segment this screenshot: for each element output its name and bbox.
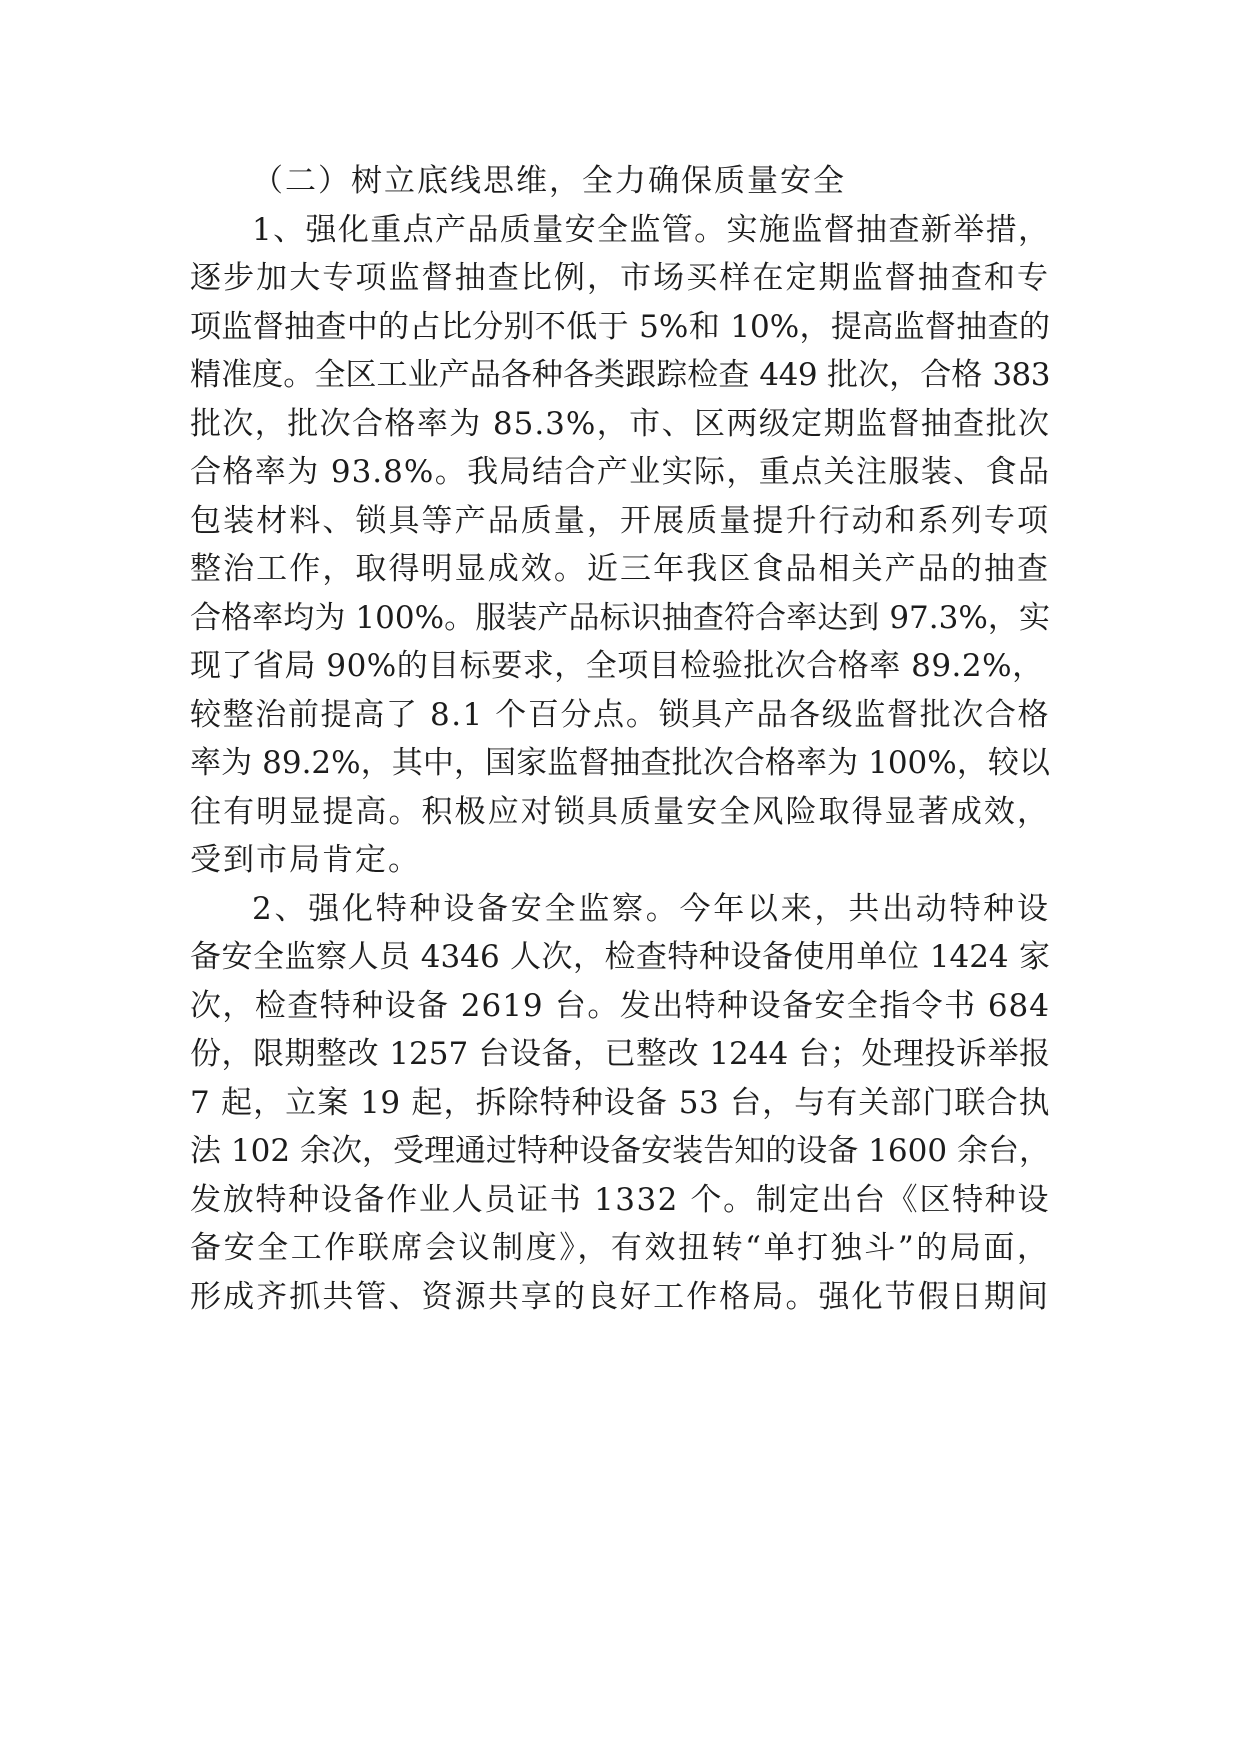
paragraph-line: 合格率均为 100%。服装产品标识抽查符合率达到 97.3%，实 bbox=[190, 599, 1050, 636]
paragraph-line: 合格率为 93.8%。我局结合产业实际，重点关注服装、食品 bbox=[190, 454, 1050, 490]
paragraph-line: 精准度。全区工业产品各种各类跟踪检查 449 批次，合格 383 bbox=[190, 357, 1050, 393]
paragraph-line: 率为 89.2%，其中，国家监督抽查批次合格率为 100%，较以 bbox=[190, 745, 1050, 781]
paragraph-quality-supervision bbox=[190, 206, 1050, 885]
paragraph-line: 现了省局 90%的目标要求，全项目检验批次合格率 89.2%， bbox=[190, 648, 1044, 684]
paragraph-line: 往有明显提高。积极应对锁具质量安全风险取得显著成效， bbox=[190, 793, 1050, 830]
paragraph-line: 发放特种设备作业人员证书 1332 个。制定出台《区特种设 bbox=[190, 1181, 1050, 1218]
section-heading: （二）树立底线思维，全力确保质量安全 bbox=[252, 163, 846, 199]
paragraph-line: 备安全工作联席会议制度》，有效扭转“单打独斗”的局面， bbox=[190, 1230, 1050, 1266]
paragraph-line: 包装材料、锁具等产品质量，开展质量提升行动和系列专项 bbox=[190, 502, 1050, 539]
paragraph-line: 法 102 余次，受理通过特种设备安装告知的设备 1600 余台， bbox=[190, 1133, 1050, 1169]
paragraph-line: 7 起，立案 19 起，拆除特种设备 53 台，与有关部门联合执 bbox=[190, 1084, 1050, 1121]
paragraph-line: 较整治前提高了 8.1 个百分点。锁具产品各级监督批次合格 bbox=[190, 696, 1050, 733]
paragraph-line: 项监督抽查中的占比分别不低于 5%和 10%，提高监督抽查的 bbox=[190, 308, 1050, 345]
paragraph-special-equipment bbox=[190, 885, 1050, 1322]
paragraph-line: 1、强化重点产品质量安全监管。实施监督抽查新举措， bbox=[252, 211, 1050, 248]
paragraph-line: 受到市局肯定。 bbox=[190, 842, 421, 878]
paragraph-line: 次，检查特种设备 2619 台。发出特种设备安全指令书 684 bbox=[190, 987, 1050, 1024]
paragraph-line: 批次，批次合格率为 85.3%，市、区两级定期监督抽查批次 bbox=[190, 405, 1050, 442]
paragraph-line: 备安全监察人员 4346 人次，检查特种设备使用单位 1424 家 bbox=[190, 939, 1050, 975]
paragraph-line: 整治工作，取得明显成效。近三年我区食品相关产品的抽查 bbox=[190, 551, 1050, 587]
document-body bbox=[190, 157, 1050, 1321]
paragraph-line: 形成齐抓共管、资源共享的良好工作格局。强化节假日期间 bbox=[190, 1278, 1050, 1315]
paragraph-line: 逐步加大专项监督抽查比例，市场买样在定期监督抽查和专 bbox=[190, 260, 1050, 296]
paragraph-line: 2、强化特种设备安全监察。今年以来，共出动特种设 bbox=[252, 890, 1050, 927]
paragraph-line: 份，限期整改 1257 台设备，已整改 1244 台；处理投诉举报 bbox=[190, 1036, 1050, 1072]
